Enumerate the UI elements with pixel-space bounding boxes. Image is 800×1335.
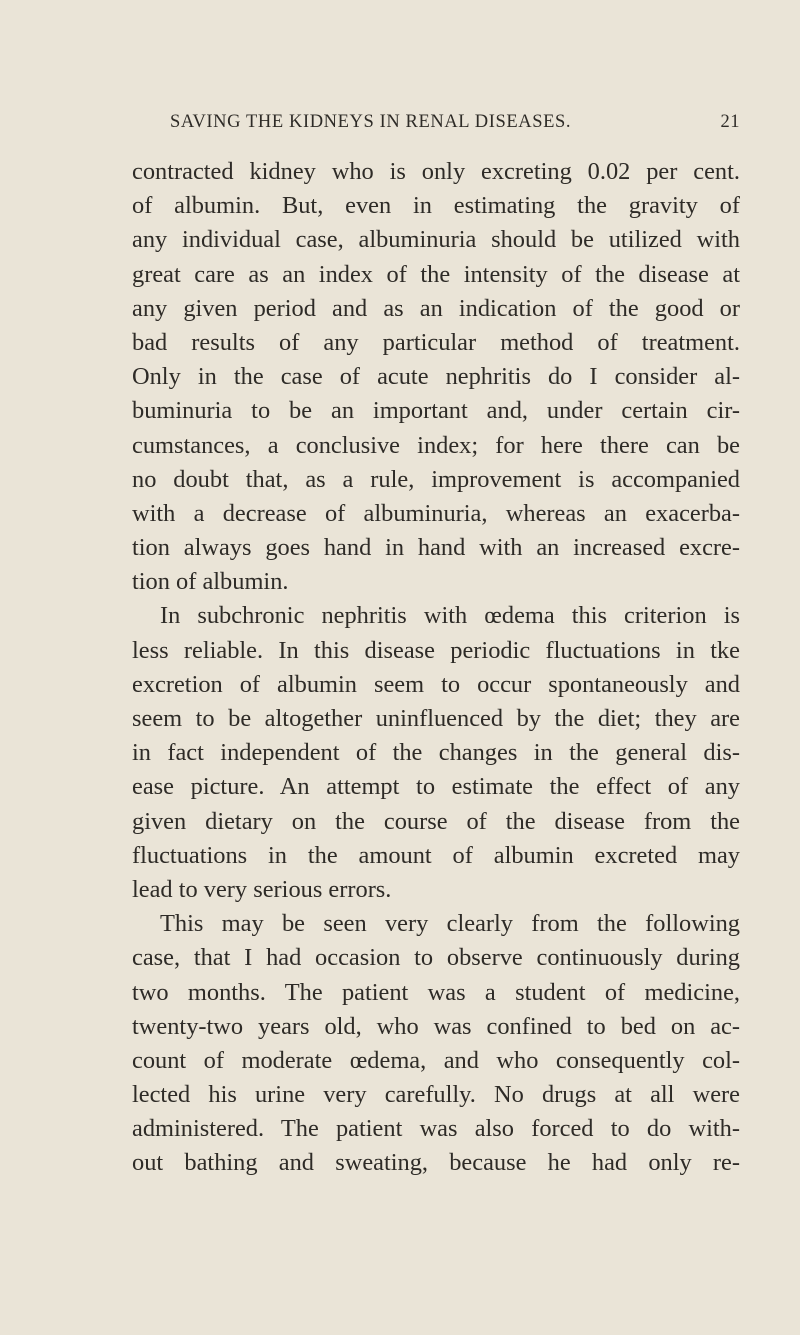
- text-line: case, that I had occasion to observe continuously during: [132, 944, 740, 972]
- running-head: [170, 112, 740, 136]
- paragraph-first-line: This may be seen very clearly from the following: [160, 910, 740, 938]
- text-line: contracted kidney who is only excreting 0.02 per cent.: [132, 158, 740, 185]
- text-line: seem to be altogether uninfluenced by the diet; they are: [132, 705, 740, 732]
- text-line: twenty-two years old, who was confined to bed on ac-: [132, 1012, 740, 1040]
- text-line: no doubt that, as a rule, improvement is accompanied: [132, 465, 740, 493]
- text-line: lected his urine very carefully. No drugs at all were: [132, 1081, 740, 1109]
- paragraph-first-line: In subchronic nephritis with œdema this criterion is: [160, 602, 740, 630]
- text-line: fluctuations in the amount of albumin excreted may: [132, 841, 740, 869]
- body-text: [132, 155, 740, 1181]
- text-line: two months. The patient was a student of medicine,: [132, 978, 740, 1006]
- text-line: tion always goes hand in hand with an increased excre-: [132, 534, 740, 562]
- text-line: with a decrease of albuminuria, whereas an exacerba-: [132, 499, 740, 527]
- text-line: count of moderate œdema, and who consequently col-: [132, 1046, 740, 1074]
- text-line: excretion of albumin seem to occur spontaneously and: [132, 670, 740, 698]
- text-line: Only in the case of acute nephritis do I consider al-: [132, 363, 740, 391]
- text-line: lead to very serious errors.: [132, 875, 392, 903]
- text-line: any individual case, albuminuria should be utilized with: [132, 226, 740, 254]
- text-line: in fact independent of the changes in the general dis-: [132, 739, 740, 767]
- text-line: of albumin. But, even in estimating the gravity of: [132, 192, 740, 220]
- text-line: out bathing and sweating, because he had only re-: [132, 1149, 740, 1177]
- text-line: buminuria to be an important and, under certain cir-: [132, 397, 740, 425]
- text-line: less reliable. In this disease periodic fluctuations in tke: [132, 636, 740, 664]
- running-title: SAVING THE KIDNEYS IN RENAL DISEASES.: [170, 112, 572, 132]
- text-line: ease picture. An attempt to estimate the effect of any: [132, 773, 740, 801]
- text-line: given dietary on the course of the disease from the: [132, 807, 740, 835]
- text-line: cumstances, a conclusive index; for here there can be: [132, 431, 740, 459]
- text-line: administered. The patient was also forced to do with-: [132, 1115, 740, 1143]
- text-line: tion of albumin.: [132, 568, 289, 596]
- text-line: any given period and as an indication of the good or: [132, 294, 740, 322]
- text-line: great care as an index of the intensity of the disease at: [132, 260, 740, 288]
- page-number: 21: [720, 112, 740, 132]
- text-line: bad results of any particular method of treatment.: [132, 328, 740, 356]
